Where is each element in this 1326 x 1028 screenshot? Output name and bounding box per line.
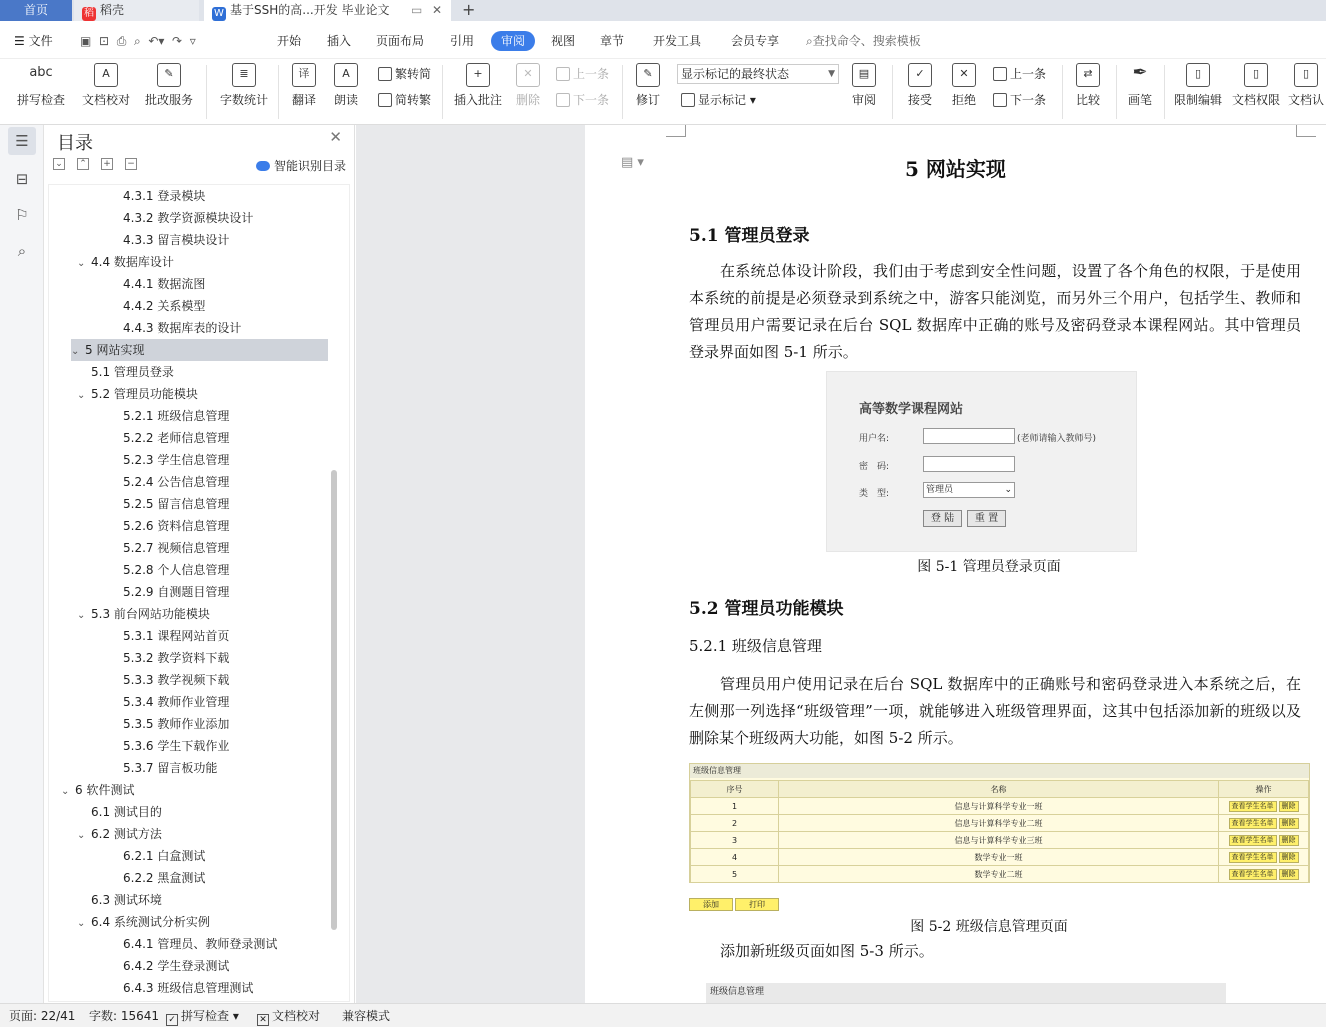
toc-item[interactable] [123,207,253,229]
collapse-all-icon[interactable]: ⌄ [53,158,65,170]
toc-item[interactable] [123,581,229,603]
accept-icon: ✓ [908,63,932,87]
review-ribbon [0,59,1326,125]
toc-item[interactable] [123,735,229,757]
bookmark-icon[interactable]: ⚐ [15,206,29,224]
toc-item[interactable] [77,251,174,273]
table-row [691,832,1309,849]
pen-icon: ✒ [1132,62,1148,83]
compare-button[interactable]: ⇄ 比较 [1070,63,1106,108]
track-changes-icon: ✎ [636,63,660,87]
row-number: 4 [691,849,779,866]
toc-item[interactable] [91,801,162,823]
page-format-icon[interactable]: ▤ ▾ [621,155,644,170]
toc-item[interactable] [123,229,229,251]
reject-icon: ✕ [952,63,976,87]
toc-item[interactable] [71,339,328,361]
row-actions [1219,798,1309,815]
menu-insert[interactable]: 插入 [327,34,352,48]
ribbon-separator [1116,65,1117,119]
menu-start[interactable]: 开始 [277,34,302,48]
username-label: 用户名: [859,434,890,444]
docer-logo-icon: 稻 [84,8,94,19]
username-hint: (老师请输入教师号) [1017,434,1097,444]
paragraph-2: 管理员用户使用记录在后台 SQL 数据库中的正确账号和密码登录进入本系统之后，在左侧那一列选择“班级管理”一项，就能够进入班级管理界面，这其中包括添加新的班级以及删除某个班级两大功能，如图 5-2 所示。 [689,675,1301,747]
tab-document[interactable] [204,0,451,21]
next-comment-button[interactable]: 下一条 [556,91,609,109]
toc-title: 目录 [57,133,93,154]
table-header: 操作 [1219,781,1309,798]
preview-icon[interactable]: ⌕ [133,34,141,48]
close-icon[interactable]: ✕ [329,128,342,146]
paragraph-3: 添加新班级页面如图 5-3 所示。 [720,942,934,960]
row-actions [1219,866,1309,883]
show-markup-icon [681,93,695,107]
menu-bar [0,21,1326,59]
prev-change-icon [993,67,1007,81]
toc-item-label: 5.2.9 自测题目管理 [123,585,230,599]
ribbon-separator [278,65,279,119]
expand-caret-icon[interactable]: ⌄ [77,390,86,401]
remove-heading-icon[interactable]: − [125,158,137,170]
command-search[interactable]: ⌕查找命令、搜索模板 [806,34,921,48]
toc-item[interactable] [123,977,253,999]
toc-item-label: 5.3.4 教师作业管理 [123,695,230,709]
new-tab-button[interactable]: + [462,0,476,19]
toc-item[interactable] [123,757,217,779]
review-pane-button[interactable]: ▤ 审阅 [846,63,882,108]
export-icon[interactable]: ⊡ [98,34,110,48]
accept-button[interactable]: ✓ 接受 [902,63,938,108]
toc-item-label: 5.2.7 视频信息管理 [123,541,230,555]
document-area [356,125,1326,1003]
delete-class-button: 删除 [1279,818,1299,829]
toc-item-label: 5.3.2 教学资料下载 [123,651,230,665]
ribbon-separator [622,65,623,119]
view-students-button: 查看学生名单 [1229,801,1277,812]
tab-docer-label: 稻壳 [100,3,125,17]
restrict-edit-button[interactable]: ▯ 限制编辑 [1172,63,1224,108]
toc-item[interactable] [123,449,229,471]
spell-check-button[interactable]: abc 拼写检查 [16,65,65,107]
page-corner-mark [666,125,686,137]
row-number: 3 [691,832,779,849]
caption-5-1: 图 5-1 管理员登录页面 [917,559,1061,575]
toc-item[interactable] [123,669,229,691]
heading-5-2: 5.2 管理员功能模块 [689,599,844,619]
delete-class-button: 删除 [1279,835,1299,846]
translate-icon: 译 [292,63,316,87]
toc-item-label: 5.3 前台网站功能模块 [91,607,210,621]
doc-permission-button[interactable]: ▯ 文档权限 [1230,63,1282,108]
ribbon-separator [442,65,443,119]
next-change-button[interactable]: 下一条 [993,91,1046,109]
read-aloud-button[interactable]: A 朗读 [330,63,362,108]
word-count[interactable]: 字数: 15641 [89,1009,160,1023]
toc-item[interactable] [61,779,134,801]
toc-item-label: 6.4.2 学生登录测试 [123,959,230,973]
toc-item-label: 5.3.5 教师作业添加 [123,717,230,731]
class-management-figure [689,763,1310,883]
toc-item-label: 5.3.1 课程网站首页 [123,629,230,643]
figure-panel-title: 班级信息管理 [690,764,1309,778]
toc-item-label: 6.3 测试环境 [91,893,162,907]
toc-item-label: 5 网站实现 [85,343,145,357]
figure-site-title: 高等数学课程网站 [859,402,964,417]
row-actions [1219,849,1309,866]
toc-item-label: 6.4 系统测试分析实例 [91,915,210,929]
save-icon[interactable]: ▣ [80,34,92,48]
menu-page-layout[interactable]: 页面布局 [376,34,425,48]
toc-item-label: 6 软件测试 [75,783,135,797]
table-row [691,866,1309,883]
menu-view[interactable]: 视图 [551,34,576,48]
login-page-figure [826,371,1137,552]
print-button: 打印 [735,898,779,911]
doc-cert-button[interactable]: ▯ 文档认 [1288,63,1326,108]
expand-all-icon[interactable]: ⌃ [77,158,89,170]
toc-list [48,184,350,1002]
password-label: 密 码: [859,462,890,472]
add-button: 添加 [689,898,733,911]
proof-toggle[interactable]: ✕ 文档校对 [257,1004,320,1028]
file-menu[interactable]: ☰ 文件 [14,34,53,48]
login-button: 登 陆 [923,510,962,527]
search-icon: ⌕ [806,34,813,48]
toc-item-label: 5.3.7 留言板功能 [123,761,218,775]
word-doc-icon: W [212,7,226,21]
page-indicator[interactable]: 页面: 22/41 [9,1009,76,1023]
review-pane-icon: ▤ [852,63,876,87]
expand-caret-icon[interactable]: ⌄ [61,786,70,797]
find-icon[interactable]: ⌕ [17,242,27,260]
expand-caret-icon[interactable]: ⌄ [71,346,80,357]
class-name: 数学专业二班 [779,866,1219,883]
simp-to-trad-button[interactable]: 简转繁 [378,91,431,109]
toc-item-label: 4.3.2 教学资源模块设计 [123,211,254,225]
monitor-icon[interactable]: ▭ [411,3,423,17]
menu-member[interactable]: 会员专享 [731,34,780,48]
show-markup-button[interactable]: 显示标记 ▾ [681,91,756,109]
add-heading-icon[interactable]: + [101,158,113,170]
lock-icon: ▯ [1186,63,1210,87]
delete-class-button: 删除 [1279,852,1299,863]
heading-5-2-1: 5.2.1 班级信息管理 [689,637,822,655]
chevron-down-icon: ▼ [828,69,835,79]
toc-item[interactable] [123,713,229,735]
reset-button: 重 置 [967,510,1006,527]
insert-comment-button[interactable]: + 插入批注 [452,63,504,108]
toc-item[interactable] [123,493,229,515]
toc-item-label: 6.2.1 白盒测试 [123,849,206,863]
toc-item-label: 5.2.5 留言信息管理 [123,497,230,511]
ribbon-separator [206,65,207,119]
proof-icon: A [94,63,118,87]
translate-button[interactable]: 译 翻译 [288,63,320,108]
toc-item-label: 5.2.2 老师信息管理 [123,431,230,445]
toc-item[interactable] [77,823,162,845]
toc-item-label: 6.4.3 班级信息管理测试 [123,981,254,995]
row-actions [1219,815,1309,832]
cert-icon: ▯ [1294,63,1318,87]
ai-icon [256,161,270,171]
figure-5-3-panel-title: 班级信息管理 [706,983,1226,1003]
class-name: 信息与计算科学专业三班 [779,832,1219,849]
menu-chapter[interactable]: 章节 [600,34,625,48]
correction-icon: ✎ [157,63,181,87]
toc-item[interactable] [123,471,229,493]
trad-to-simp-button[interactable]: 繁转简 [378,65,431,83]
toc-item-label: 4.3.1 登录模块 [123,189,206,203]
row-number: 1 [691,798,779,815]
proof-status-icon: ✕ [257,1014,269,1026]
prev-comment-button[interactable]: 上一条 [556,65,609,83]
toc-item-label: 5.2.6 资料信息管理 [123,519,230,533]
nav-pane-icon[interactable]: ⊟ [15,170,29,188]
pen-button[interactable]: ✒ 画笔 [1127,62,1152,107]
side-icon-bar [0,125,44,1003]
toc-item-label: 4.4.1 数据流图 [123,277,206,291]
simp-to-trad-icon [378,93,392,107]
class-name: 信息与计算科学专业一班 [779,798,1219,815]
menu-references[interactable]: 引用 [450,34,475,48]
ribbon-separator [892,65,893,119]
type-label: 类 型: [859,489,890,499]
toc-item-label: 4.4.3 数据库表的设计 [123,321,242,335]
compat-mode: 兼容模式 [342,1009,391,1023]
table-row [691,815,1309,832]
toc-item-label: 4.3.3 留言模块设计 [123,233,230,247]
quick-access-toolbar[interactable]: ▣ ⊡ ⎙ ⌕ ↶▾ ↷ ▿ [80,34,196,48]
undo-icon[interactable]: ↶ [148,34,159,48]
toc-item[interactable] [123,427,229,449]
toc-item[interactable] [77,911,210,933]
row-actions [1219,832,1309,849]
toc-item[interactable] [123,691,229,713]
document-page[interactable] [585,125,1326,1003]
track-changes-button[interactable]: ✎ 修订 [630,63,666,108]
spell-check-toggle[interactable]: ✓ 拼写检查 ▾ [166,1004,239,1028]
toc-panel-icon[interactable]: ☰ [8,127,36,155]
toc-item-label: 6.2.2 黑盒测试 [123,871,206,885]
redo-icon[interactable]: ↷ [172,34,183,48]
toc-item-label: 5.1 管理员登录 [91,365,174,379]
toc-item[interactable] [123,273,205,295]
toc-item[interactable] [91,889,162,911]
toc-item[interactable] [91,361,174,383]
menu-review[interactable]: 审阅 [491,31,535,51]
toc-item[interactable] [123,845,205,867]
table-row [691,798,1309,815]
toc-item-label: 5.2.1 班级信息管理 [123,409,230,423]
table-header: 名称 [779,781,1219,798]
row-number: 2 [691,815,779,832]
delete-class-button: 删除 [1279,869,1299,880]
toc-item[interactable] [123,405,229,427]
compare-icon: ⇄ [1076,63,1100,87]
username-input [923,428,1015,444]
class-table [690,780,1309,883]
heading-5-1: 5.1 管理员登录 [689,226,810,246]
hamburger-icon: ☰ [14,34,25,48]
toc-item-label: 4.4.2 关系模型 [123,299,206,313]
delete-comment-icon: ✕ [516,63,540,87]
close-tab-icon[interactable]: ✕ [432,3,443,17]
markup-state-select[interactable]: 显示标记的最终状态 ▼ [677,64,839,84]
view-students-button: 查看学生名单 [1229,852,1277,863]
checkbox-icon: ✓ [166,1014,178,1026]
toc-item[interactable] [123,317,241,339]
caption-5-2: 图 5-2 班级信息管理页面 [910,919,1068,935]
toc-item[interactable] [123,295,205,317]
chevron-down-icon: ⌄ [1004,485,1012,495]
toc-item[interactable] [77,383,198,405]
doc-proof-button[interactable]: A 文档校对 [80,63,132,108]
class-name: 数学专业一班 [779,849,1219,866]
toc-item-label: 5.3.6 学生下载作业 [123,739,230,753]
expand-caret-icon[interactable]: ⌄ [77,610,86,621]
tab-home[interactable]: 首页 [0,0,72,21]
toc-item[interactable] [123,647,229,669]
class-name: 信息与计算科学专业二班 [779,815,1219,832]
smart-toc-button[interactable]: 智能识别目录 [256,157,346,174]
menu-developer[interactable]: 开发工具 [653,34,702,48]
figure-buttons [689,892,781,911]
heading-1: 5 网站实现 [905,157,1006,181]
trad-to-simp-icon [378,67,392,81]
expand-caret-icon[interactable]: ⌄ [77,918,86,929]
expand-caret-icon[interactable]: ⌄ [77,258,86,269]
toc-item-label: 5.2.8 个人信息管理 [123,563,230,577]
view-students-button: 查看学生名单 [1229,869,1277,880]
toc-item[interactable] [123,933,277,955]
toc-item[interactable] [123,559,229,581]
next-comment-icon [556,93,570,107]
view-students-button: 查看学生名单 [1229,835,1277,846]
toc-item[interactable] [77,603,210,625]
toc-item-label: 6.1 测试目的 [91,805,162,819]
insert-comment-icon: + [466,63,490,87]
toc-item-label: 5.2.4 公告信息管理 [123,475,230,489]
customize-icon[interactable]: ▿ [189,34,196,48]
tab-docer[interactable] [74,0,199,21]
toc-item[interactable] [123,867,205,889]
paragraph-1: 在系统总体设计阶段，我们由于考虑到安全性问题，设置了各个角色的权限，于是使用本系统的前提是必须登录到系统之中，游客只能浏览，而另外三个用户，包括学生、教师和管理员用户需要记录在后台 SQL 数据库中正确的账号及密码登录本课程网站。其中管理员登录界面如图 5-1 所示。 [689,262,1301,361]
delete-class-button: 删除 [1279,801,1299,812]
spell-check-icon: abc [29,65,53,80]
permission-icon: ▯ [1244,63,1268,87]
toc-item[interactable] [123,625,229,647]
row-number: 5 [691,866,779,883]
password-input [923,456,1015,472]
toc-panel [45,125,355,1003]
toc-scrollbar[interactable] [331,470,337,930]
word-count-icon: ≣ [232,63,256,87]
status-bar [0,1003,1326,1027]
print-icon[interactable]: ⎙ [116,34,127,48]
next-change-icon [993,93,1007,107]
page-corner-mark [1296,125,1316,137]
toc-item[interactable] [123,537,229,559]
ribbon-separator [1164,65,1165,119]
toc-item[interactable] [123,185,205,207]
view-students-button: 查看学生名单 [1229,818,1277,829]
toc-item[interactable] [123,515,229,537]
toc-item-label: 5.2 管理员功能模块 [91,387,198,401]
tab-document-label: 基于SSH的高...开发 毕业论文 [230,3,390,17]
prev-comment-icon [556,67,570,81]
expand-caret-icon[interactable]: ⌄ [77,830,86,841]
delete-comment-button[interactable]: ✕ 删除 [510,63,546,108]
table-header: 序号 [691,781,779,798]
toc-item-label: 6.2 测试方法 [91,827,162,841]
toc-item-label: 6.4.1 管理员、教师登录测试 [123,937,278,951]
toc-item[interactable] [123,955,229,977]
read-aloud-icon: A [334,63,358,87]
toc-item-label: 5.3.3 教学视频下载 [123,673,230,687]
prev-change-button[interactable]: 上一条 [993,65,1046,83]
toc-item-label: 5.2.3 学生信息管理 [123,453,230,467]
toc-item-label: 4.4 数据库设计 [91,255,174,269]
ribbon-separator [1062,65,1063,119]
reject-button[interactable]: ✕ 拒绝 [946,63,982,108]
type-select: 管理员 ⌄ [923,482,1015,498]
correction-service-button[interactable]: ✎ 批改服务 [140,63,198,108]
table-row [691,849,1309,866]
tab-bar [0,0,1326,21]
word-count-button[interactable]: ≣ 字数统计 [218,63,270,108]
